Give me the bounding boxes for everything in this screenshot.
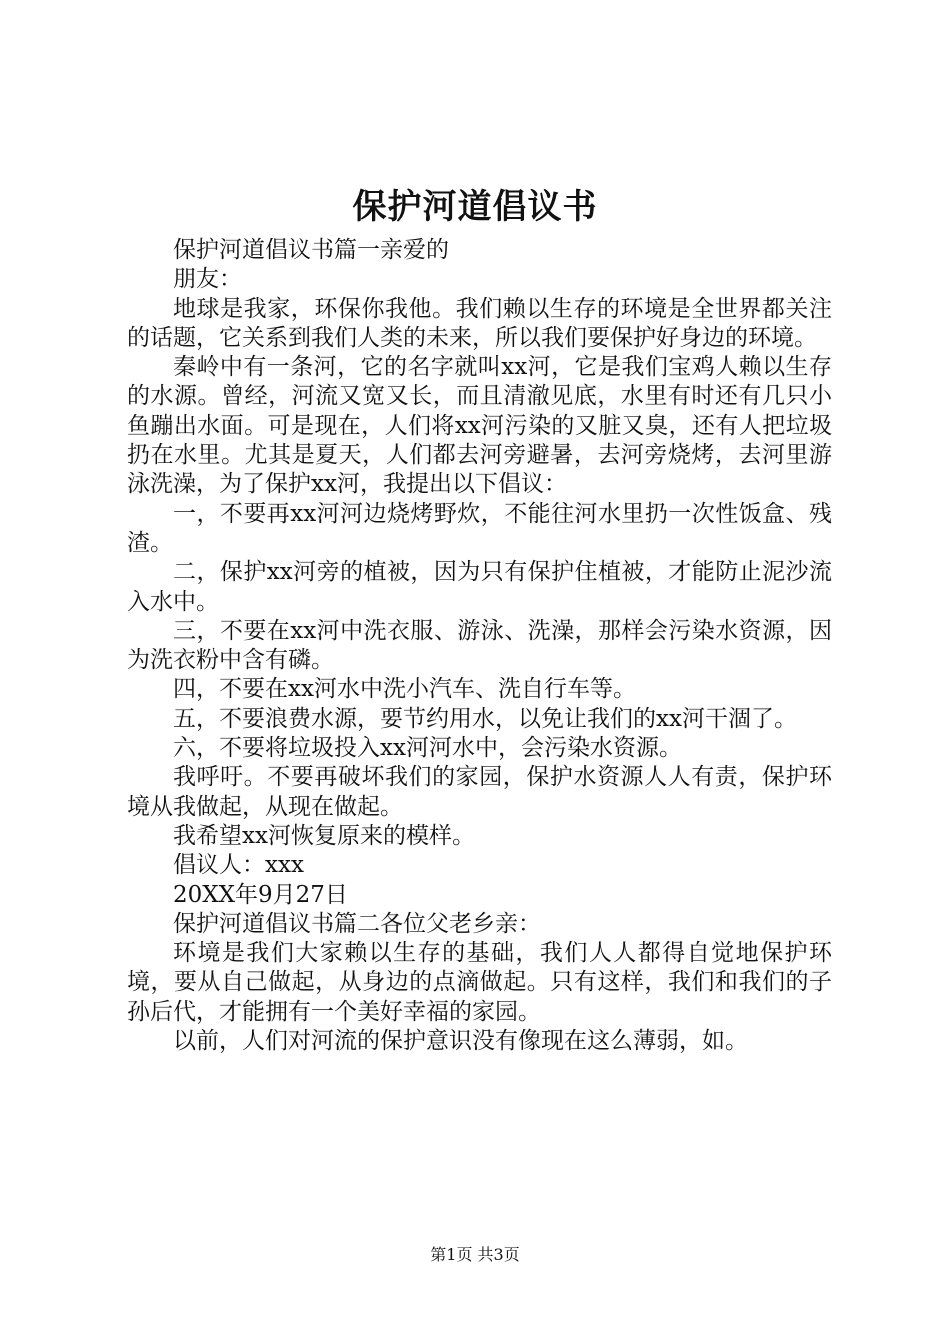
paragraph: 以前，人们对河流的保护意识没有像现在这么薄弱，如。 bbox=[173, 1028, 748, 1055]
paragraph: 地球是我家，环保你我他。我们赖以生存的环境是全世界都关注的话题，它关系到我们人类的未来，所以我们要保护好身边的环境。 bbox=[127, 295, 832, 351]
paragraph: 保护河道倡议书篇一亲爱的 bbox=[173, 237, 449, 263]
document-title: 保护河道倡议书 bbox=[352, 187, 598, 227]
paragraph: 我呼吁。不要再破坏我们的家园，保护水资源人人有责，保护环境从我做起，从现在做起。 bbox=[127, 764, 832, 820]
paragraph: 五，不要浪费水源，要节约用水，以免让我们的xx河干涸了。 bbox=[173, 705, 797, 732]
date-line: 20XX年9月27日 bbox=[173, 881, 348, 908]
page-number-footer: 第1页 共3页 bbox=[430, 1245, 520, 1264]
paragraph: 四，不要在xx河水中洗小汽车、洗自行车等。 bbox=[173, 676, 636, 703]
paragraph: 二，保护xx河旁的植被，因为只有保护住植被，才能防止泥沙流入水中。 bbox=[127, 559, 832, 615]
paragraph: 保护河道倡议书篇二各位父老乡亲： bbox=[173, 910, 541, 937]
document-body bbox=[127, 236, 832, 1056]
paragraph: 秦岭中有一条河，它的名字就叫xx河，它是我们宝鸡人赖以生存的水源。曾经，河流又宽又长，而且清澈见底，水里有时还有几只小鱼蹦出水面。可是现在，人们将xx河污染的又脏又臭，还有人把垃圾扔在水里。尤其是夏天，人们都去河旁避暑，去河旁烧烤，去河里游泳洗澡，为了保护xx河，我提出以下倡议： bbox=[127, 354, 832, 498]
paragraph: 朋友： bbox=[173, 266, 242, 293]
paragraph: 三，不要在xx河中洗衣服、游泳、洗澡，那样会污染水资源，因为洗衣粉中含有磷。 bbox=[127, 617, 832, 674]
paragraph: 我希望xx河恢复原来的模样。 bbox=[173, 822, 475, 849]
signature-line: 倡议人：xxx bbox=[173, 852, 304, 879]
paragraph: 一，不要再xx河河边烧烤野炊，不能往河水里扔一次性饭盒、残渣。 bbox=[127, 500, 832, 556]
paragraph: 六，不要将垃圾投入xx河河水中，会污染水资源。 bbox=[173, 735, 682, 762]
paragraph: 环境是我们大家赖以生存的基础，我们人人都得自觉地保护环境，要从自己做起，从身边的点滴做起。只有这样，我们和我们的子孙后代，才能拥有一个美好幸福的家园。 bbox=[127, 940, 832, 1025]
